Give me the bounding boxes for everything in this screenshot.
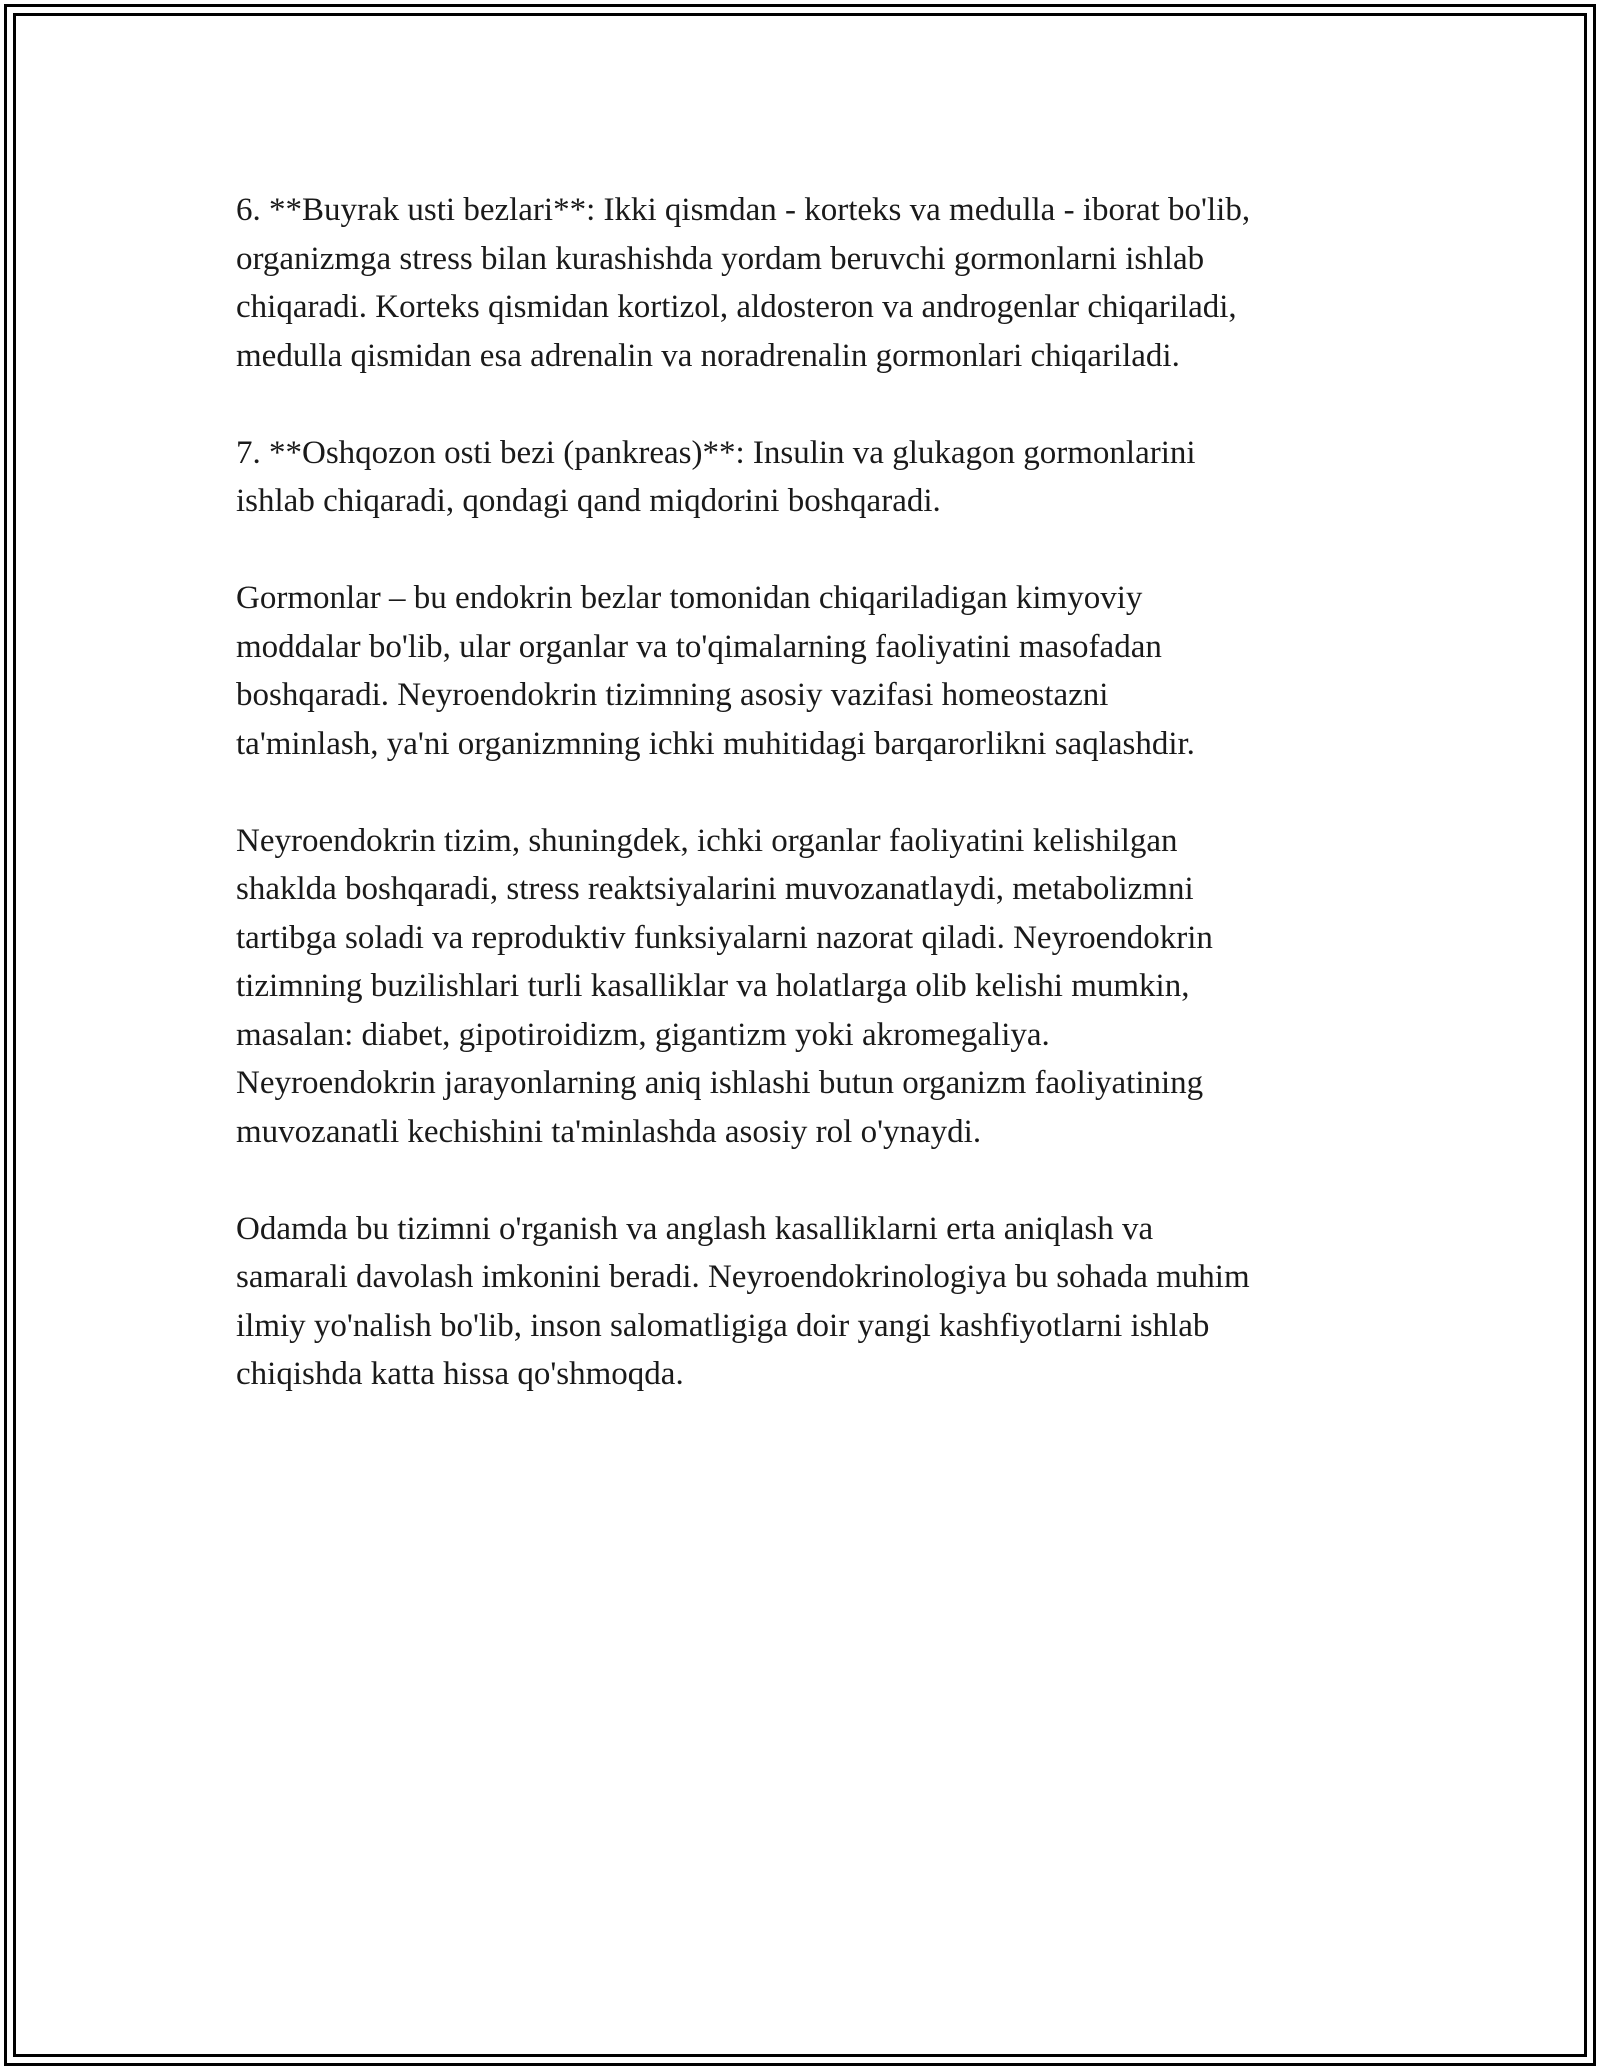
text-line: ta'minlash, ya'ni organizmning ichki muhitidagi barqarorlikni saqlashdir. [236, 725, 1195, 762]
paragraph-neuroendocrine-system [236, 817, 1376, 1157]
text-line: ilmiy yo'nalish bo'lib, inson salomatligiga doir yangi kashfiyotlarni ishlab [236, 1307, 1210, 1344]
paragraph-pancreas [236, 429, 1376, 526]
text-line: samarali davolash imkonini beradi. Neyroendokrinologiya bu sohada muhim [236, 1259, 1250, 1295]
paragraph-conclusion [236, 1205, 1376, 1399]
text-line: muvozanatli kechishini ta'minlashda asosiy rol o'ynaydi. [236, 1113, 982, 1150]
text-line: tizimning buzilishlari turli kasalliklar va holatlarga olib kelishi mumkin, [236, 968, 1190, 1004]
text-line: 6. **Buyrak usti bezlari**: Ikki qismdan - korteks va medulla - iborat bo'lib, [236, 192, 1251, 228]
text-line: chiqaradi. Korteks qismidan kortizol, aldosteron va androgenlar chiqariladi, [236, 289, 1237, 325]
document-body [236, 186, 1376, 1447]
text-line: Neyroendokrin jarayonlarning aniq ishlashi butun organizm faoliyatining [236, 1065, 1204, 1101]
text-line: shaklda boshqaradi, stress reaktsiyalarini muvozanatlaydi, metabolizmni [236, 871, 1194, 907]
text-line: Gormonlar – bu endokrin bezlar tomonidan chiqariladigan kimyoviy [236, 580, 1143, 616]
text-line: moddalar bo'lib, ular organlar va to'qimalarning faoliyatini masofadan [236, 628, 1162, 665]
text-line: organizmga stress bilan kurashishda yordam beruvchi gormonlarni ishlab [236, 240, 1205, 277]
text-line: ishlab chiqaradi, qondagi qand miqdorini boshqaradi. [236, 483, 941, 519]
paragraph-hormones [236, 574, 1376, 768]
text-line: medulla qismidan esa adrenalin va noradrenalin gormonlari chiqariladi. [236, 337, 1180, 374]
text-line: Odamda bu tizimni o'rganish va anglash kasalliklarni erta aniqlash va [236, 1210, 1154, 1247]
text-line: 7. **Oshqozon osti bezi (pankreas)**: Insulin va glukagon gormonlarini [236, 434, 1196, 471]
text-line: chiqishda katta hissa qo'shmoqda. [236, 1356, 684, 1392]
text-line: masalan: diabet, gipotiroidizm, gigantizm yoki akromegaliya. [236, 1016, 1050, 1053]
paragraph-adrenal-glands [236, 186, 1376, 380]
text-line: Neyroendokrin tizim, shuningdek, ichki organlar faoliyatini kelishilgan [236, 822, 1178, 859]
text-line: boshqaradi. Neyroendokrin tizimning asosiy vazifasi homeostazni [236, 677, 1109, 713]
text-line: tartibga soladi va reproduktiv funksiyalarni nazorat qiladi. Neyroendokrin [236, 919, 1213, 956]
